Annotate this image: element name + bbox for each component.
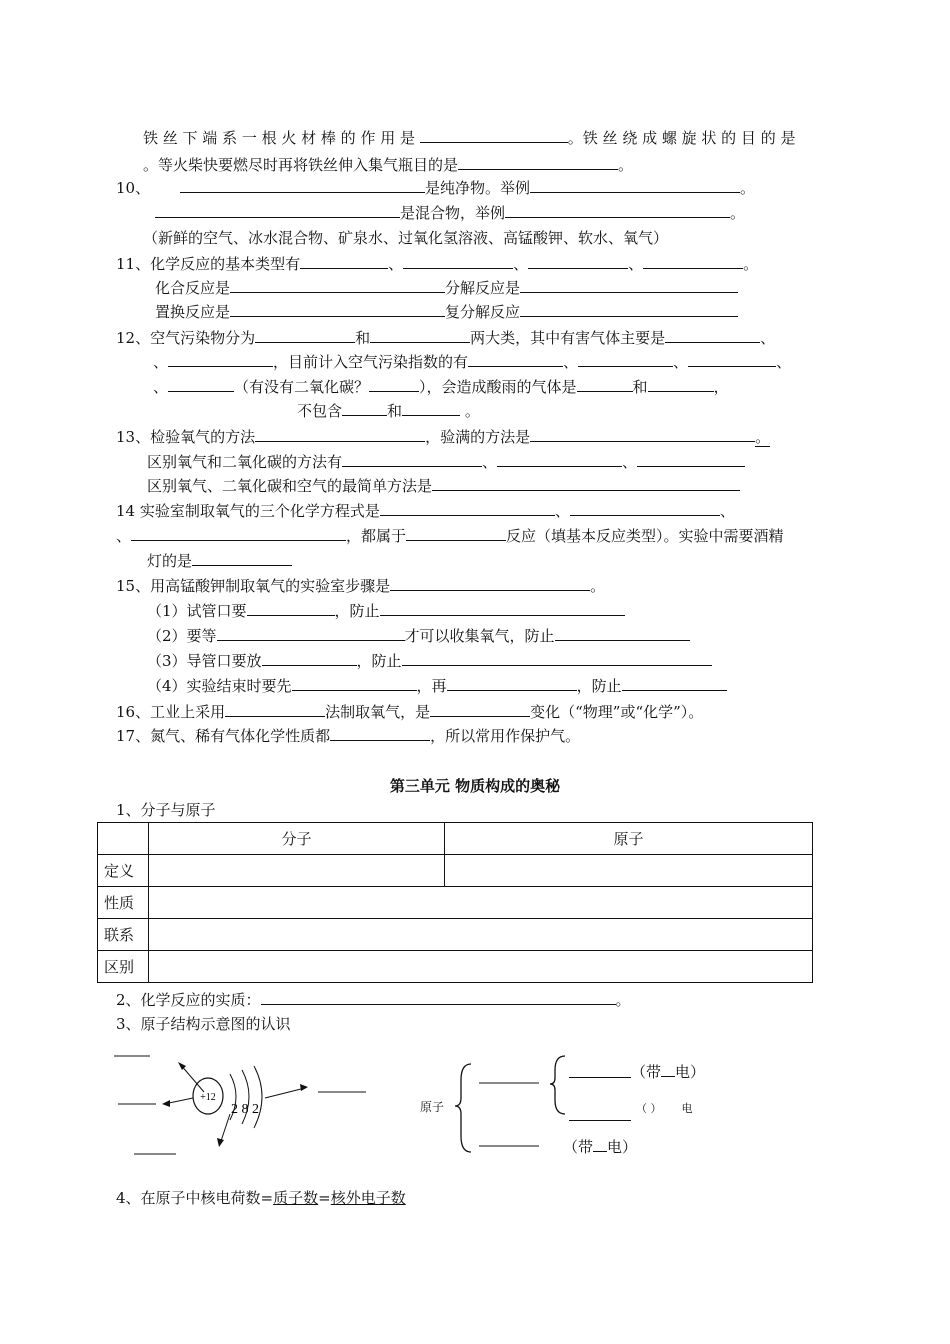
arrow-head [300, 1084, 308, 1091]
blank[interactable] [447, 676, 577, 691]
text: 置换反应是 [155, 303, 231, 321]
text: （带 [563, 1138, 594, 1156]
question-16 [116, 702, 703, 722]
text-line [147, 551, 292, 571]
brace [550, 1056, 565, 1114]
text: = [318, 1189, 331, 1207]
blank[interactable] [390, 576, 590, 591]
arrow [265, 1088, 305, 1098]
blank[interactable] [665, 328, 760, 343]
shell-electrons: 2 8 2 [231, 1102, 259, 1117]
blank[interactable] [648, 377, 714, 392]
text: 、 [153, 353, 169, 371]
label-line [569, 1120, 631, 1121]
text: ，验满的方法是 [425, 428, 531, 446]
text: 、 [719, 502, 735, 520]
blank[interactable] [342, 452, 482, 467]
text: 质子数 [273, 1189, 319, 1207]
blank[interactable] [217, 626, 405, 641]
table-header: 原子 [445, 823, 813, 855]
text: 16、工业上采用 [116, 703, 226, 721]
blank[interactable] [430, 702, 530, 717]
label-line [569, 1077, 631, 1078]
text: 铁 丝 下 端 系 一 根 火 材 棒 的 作 用 是 [143, 129, 415, 147]
table-cell[interactable] [445, 855, 813, 887]
blank[interactable] [131, 526, 346, 541]
table-row-label: 联系 [98, 919, 149, 951]
text[interactable]: （ ） [636, 1102, 662, 1115]
text: 、 [622, 453, 638, 471]
text: 是混合物，举例 [400, 204, 506, 222]
text: 电） [675, 1063, 706, 1081]
arrow-head [178, 1062, 186, 1070]
text: 两大类，其中有害气体主要是 [470, 329, 666, 347]
text: 2、化学反应的实质： [116, 991, 261, 1009]
text: 。 [615, 991, 631, 1009]
text-line [153, 352, 791, 372]
blank[interactable] [403, 254, 513, 269]
blank[interactable] [380, 501, 555, 516]
text: 、 [388, 255, 404, 273]
text: （2）要等 [147, 627, 217, 645]
section-2 [116, 990, 631, 1010]
text: 、 [776, 353, 792, 371]
blank[interactable] [406, 526, 506, 541]
blank[interactable] [330, 726, 430, 741]
table-cell[interactable] [149, 951, 813, 983]
blank[interactable] [528, 254, 628, 269]
text: 核外电子数 [330, 1189, 406, 1207]
text-line [143, 128, 795, 148]
text: 、 [563, 353, 579, 371]
text: 分解反应是 [445, 279, 521, 297]
blank[interactable] [168, 352, 273, 367]
question-17 [116, 726, 580, 746]
text: 12、空气污染物分为 [116, 329, 256, 347]
text: 。 [618, 156, 634, 174]
text: （有没有二氧化碳？ [234, 378, 370, 396]
text: ），会造成酸雨的气体是 [419, 378, 577, 396]
blank[interactable] [225, 702, 325, 717]
text: 、 [482, 453, 498, 471]
blank[interactable] [380, 601, 625, 616]
text: 4、在原子中核电荷数= [116, 1189, 274, 1207]
text: 区别氧气、二氧化碳和空气的最简单方法是 [147, 477, 433, 495]
blank[interactable] [255, 328, 355, 343]
text: ，都属于 [346, 527, 407, 545]
table-cell[interactable] [149, 855, 445, 887]
blank[interactable] [530, 178, 740, 193]
text: 才可以收集氧气，防止 [404, 627, 555, 645]
text: 区别氧气和二氧化碳的方法有 [147, 453, 343, 471]
text: ，防止 [334, 602, 380, 620]
text: ， [713, 378, 729, 396]
text: 、 [628, 255, 644, 273]
text: ，防止 [356, 652, 402, 670]
blank[interactable] [530, 427, 755, 442]
text: 17、氮气、稀有气体化学性质都 [116, 727, 331, 745]
text: 、 [760, 329, 776, 347]
text-line [155, 203, 745, 223]
blank[interactable] [420, 128, 568, 143]
blank[interactable] [255, 427, 425, 442]
blank[interactable] [370, 328, 470, 343]
text-line [297, 401, 480, 421]
text: 电 [681, 1102, 693, 1115]
text: 。 [464, 402, 480, 420]
question-13 [116, 427, 770, 447]
text: 15、用高锰酸钾制取氧气的实验室步骤是 [116, 577, 391, 595]
blank[interactable] [593, 1137, 607, 1152]
blank[interactable] [637, 452, 745, 467]
text: 电） [607, 1138, 638, 1156]
blank[interactable] [247, 601, 335, 616]
blank[interactable] [155, 203, 400, 218]
text-line [180, 178, 755, 198]
blank[interactable] [342, 401, 387, 416]
text: 11、化学反应的基本类型有 [116, 255, 301, 273]
blank[interactable] [520, 278, 738, 293]
text-line [153, 377, 729, 397]
table-row-label: 定义 [98, 855, 149, 887]
blank[interactable] [468, 352, 563, 367]
text: 。 [743, 255, 759, 273]
section-1-heading: 1、分子与原子 [116, 801, 216, 819]
brace-diagram [455, 1050, 575, 1160]
blank[interactable] [661, 1062, 675, 1077]
text-line [155, 278, 738, 298]
text: （带 [631, 1063, 662, 1081]
text: 复分解反应 [445, 303, 521, 321]
blank[interactable] [577, 377, 633, 392]
blank[interactable] [369, 377, 419, 392]
atom-label: 原子 [420, 1100, 445, 1114]
text: ，所以常用作保护气。 [430, 727, 581, 745]
blank[interactable] [192, 551, 292, 566]
blank[interactable] [402, 651, 712, 666]
text: 。 [755, 428, 771, 446]
text-line [147, 452, 745, 472]
text: 。 [590, 577, 606, 595]
text: （新鲜的空气、冰水混合物、矿泉水、过氧化氢溶液、高锰酸钾、软水、氧气） [143, 229, 669, 247]
blank[interactable] [180, 178, 425, 193]
blank[interactable] [458, 155, 618, 170]
blank[interactable] [520, 302, 738, 317]
text: 、 [673, 353, 689, 371]
text: 和 [355, 329, 371, 347]
question-10 [116, 178, 150, 198]
text: 。 [730, 204, 746, 222]
text: 、 [153, 378, 169, 396]
table-cell[interactable] [149, 919, 813, 951]
text: 化合反应是 [155, 279, 231, 297]
blank[interactable] [230, 278, 445, 293]
text: （4）实验结束时要先 [147, 677, 292, 695]
text: 。 [740, 179, 756, 197]
blank[interactable] [578, 352, 673, 367]
text-line [143, 155, 633, 175]
text: 法制取氧气，是 [325, 703, 431, 721]
blank[interactable] [432, 476, 740, 491]
table-corner [98, 823, 149, 855]
unit-title: 第三单元 物质构成的奥秘 [389, 777, 561, 795]
text-line [147, 476, 740, 496]
charge-label [636, 1099, 693, 1119]
text-line [147, 651, 712, 671]
text-line [143, 228, 668, 248]
section-3-heading: 3、原子结构示意图的认识 [116, 1015, 291, 1033]
blank[interactable] [497, 452, 622, 467]
text: （3）导管口要放 [147, 652, 262, 670]
text: 反应（填基本反应类型）。实验中需要酒精 [506, 527, 784, 545]
text: ，防止 [576, 677, 622, 695]
text-line [116, 526, 784, 546]
question-15 [116, 576, 605, 596]
question-number: 10、 [116, 179, 151, 197]
blank[interactable] [622, 676, 727, 691]
blank[interactable] [300, 254, 388, 269]
text: ，目前计入空气污染指数的有 [273, 353, 469, 371]
charge-label [631, 1062, 705, 1082]
text: 不包含 [297, 402, 343, 420]
table-cell[interactable] [149, 887, 813, 919]
text: 、 [116, 527, 132, 545]
text-line [147, 626, 690, 646]
question-11 [116, 254, 758, 274]
blank[interactable] [402, 401, 460, 416]
blank[interactable] [168, 377, 234, 392]
blank[interactable] [570, 501, 720, 516]
table-header: 分子 [149, 823, 445, 855]
text: 变化（“物理”或“化学”）。 [530, 703, 704, 721]
electron-shell [254, 1066, 262, 1128]
text: 14 实验室制取氧气的三个化学方程式是 [116, 502, 380, 520]
section-4 [116, 1188, 406, 1208]
text: 和 [632, 378, 648, 396]
text: 、 [554, 502, 570, 520]
blank[interactable] [230, 302, 445, 317]
text: 。铁 丝 绕 成 螺 旋 状 的 目 的 是 [567, 129, 796, 147]
blank[interactable] [555, 626, 690, 641]
text: （1）试管口要 [147, 602, 247, 620]
table-row-label: 性质 [98, 887, 149, 919]
text: 。等火柴快要燃尽时再将铁丝伸入集气瓶目的是 [143, 156, 459, 174]
nucleus-charge: +12 [200, 1092, 216, 1103]
text: 灯的是 [147, 552, 193, 570]
blank[interactable] [643, 254, 743, 269]
text: ，再 [416, 677, 447, 695]
text-line [147, 601, 625, 621]
text-line [155, 302, 738, 322]
blank[interactable] [262, 651, 357, 666]
brace [455, 1064, 471, 1152]
blank[interactable] [505, 203, 730, 218]
text: 和 [387, 402, 403, 420]
molecule-atom-table [97, 822, 813, 983]
arrow-head [162, 1100, 170, 1107]
blank[interactable] [261, 990, 616, 1005]
table-row-label: 区别 [98, 951, 149, 983]
text-line [147, 676, 727, 696]
text: 13、检验氧气的方法 [116, 428, 256, 446]
question-14 [116, 501, 735, 521]
blank[interactable] [688, 352, 776, 367]
arrow-head [217, 1138, 224, 1147]
charge-label [563, 1137, 637, 1157]
text: 是纯净物。举例 [425, 179, 531, 197]
question-12 [116, 328, 775, 348]
blank[interactable] [292, 676, 417, 691]
text: 、 [513, 255, 529, 273]
